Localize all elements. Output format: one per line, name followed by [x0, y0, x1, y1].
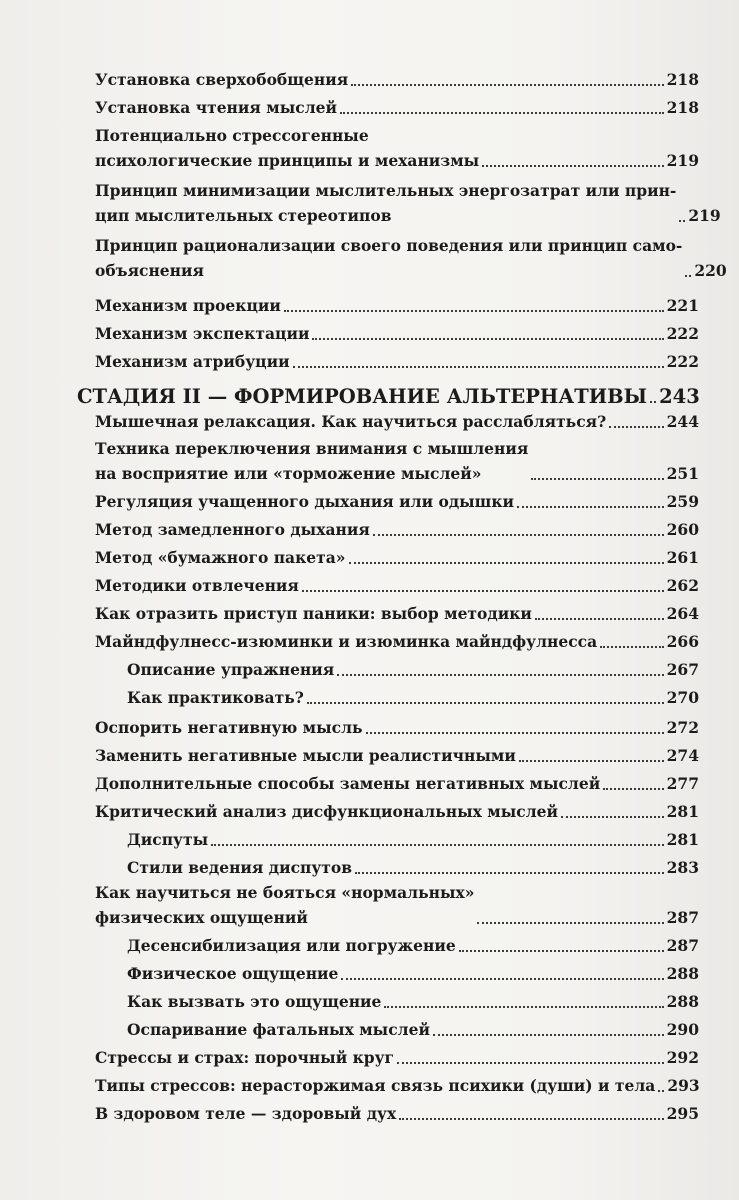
- toc-entry-title-line: Принцип минимизации мыслительных энергозатрат или прин-: [95, 181, 677, 200]
- dot-leader: [519, 760, 664, 762]
- toc-entry-page-number: 251: [666, 464, 699, 483]
- toc-entry-title: [95, 880, 474, 930]
- toc-entry-title: [127, 657, 334, 682]
- toc-entry: [95, 233, 727, 283]
- toc-entry-page-number: 281: [666, 802, 699, 821]
- toc-entry: [95, 743, 699, 768]
- toc-entry-title-line: Принцип рационализации своего поведения или принцип само-: [95, 236, 683, 255]
- dot-leader: [561, 816, 664, 818]
- toc-entry-title-line: Десенсибилизация или погружение: [127, 936, 456, 955]
- dot-leader: [366, 732, 664, 734]
- toc-entry-page-number: 270: [666, 688, 699, 707]
- toc-entry-page-number: 267: [666, 660, 699, 679]
- dot-leader: [685, 275, 691, 277]
- dot-leader: [397, 1062, 664, 1064]
- dot-leader: [373, 534, 664, 536]
- toc-entry-title-line: Установка сверхобобщения: [95, 70, 349, 89]
- toc-entry-page-number: 287: [666, 936, 699, 955]
- toc-entry-title: [95, 67, 348, 92]
- toc-entry: [95, 545, 699, 570]
- dot-leader: [433, 1034, 664, 1036]
- toc-entry-title-line: психологические принципы и механизмы: [95, 151, 480, 170]
- toc-entry-title: [95, 489, 514, 514]
- dot-leader: [535, 618, 664, 620]
- toc-entry: [77, 384, 699, 410]
- toc-entry-title-line: объяснения: [95, 261, 204, 280]
- toc-entry-title: [95, 1073, 655, 1098]
- toc-entry-title-line: Типы стрессов: нерасторжимая связь психики (души) и тела: [95, 1076, 656, 1095]
- toc-entry-title: [95, 293, 281, 318]
- toc-entry: [95, 1045, 699, 1070]
- toc-entry-title: [95, 321, 309, 346]
- dot-leader: [650, 401, 656, 403]
- toc-entry-title: [95, 349, 290, 374]
- toc-entry: [95, 715, 699, 740]
- toc-entry: [95, 629, 699, 654]
- toc-entry: [127, 685, 699, 710]
- toc-entry-title: [77, 384, 647, 410]
- toc-entry-title-line: Заменить негативные мысли реалистичными: [95, 746, 516, 765]
- toc-entry-title: [127, 685, 304, 710]
- toc-entry-page-number: 220: [694, 261, 727, 280]
- toc-entry-title-line: Методики отвлечения: [95, 576, 299, 595]
- toc-entry: [127, 827, 699, 852]
- toc-entry: [95, 880, 699, 930]
- toc-entry-title-line: Оспорить негативную мысль: [95, 718, 363, 737]
- dot-leader: [349, 562, 664, 564]
- dot-leader: [517, 506, 664, 508]
- toc-entry-title: [127, 1017, 430, 1042]
- toc-entry: [95, 349, 699, 374]
- toc-entry-title-line: Описание упражнения: [127, 660, 335, 679]
- toc-entry-title: [95, 123, 479, 173]
- toc-entry-page-number: 274: [666, 746, 699, 765]
- toc-entry: [95, 123, 699, 173]
- toc-entry-title-line: Механизм атрибуции: [95, 352, 290, 371]
- toc-entry-title-line: Потенциально стрессогенные: [95, 126, 369, 145]
- toc-entry-title: [95, 629, 597, 654]
- toc-entry-page-number: 262: [666, 576, 699, 595]
- dot-leader: [351, 84, 663, 86]
- toc-entry-title-line: В здоровом теле — здоровый дух: [95, 1104, 397, 1123]
- toc-entry-page-number: 293: [667, 1076, 700, 1095]
- toc-entry: [95, 1101, 699, 1126]
- toc-entry: [95, 489, 699, 514]
- toc-entry: [95, 95, 699, 120]
- toc-entry-title: [95, 178, 676, 228]
- toc-entry-title: [95, 545, 346, 570]
- toc-entry-title: [95, 715, 363, 740]
- toc-entry-title-line: Как отразить приступ паники: выбор методики: [95, 604, 532, 623]
- toc-entry: [95, 1073, 699, 1098]
- toc-entry-page-number: 281: [666, 830, 699, 849]
- dot-leader: [211, 844, 664, 846]
- toc-entry: [127, 933, 699, 958]
- toc-entry-title: [95, 573, 299, 598]
- toc-entry-title: [95, 1101, 396, 1126]
- toc-entry-title-line: Метод «бумажного пакета»: [95, 548, 346, 567]
- dot-leader: [384, 1006, 663, 1008]
- toc-entry-title: [95, 799, 558, 824]
- toc-entry-page-number: 290: [666, 1020, 699, 1039]
- toc-entry-page-number: 287: [666, 908, 699, 927]
- toc-entry-title: [95, 409, 606, 434]
- toc-entry: [127, 657, 699, 682]
- toc-entry-page-number: 292: [666, 1048, 699, 1067]
- dot-leader: [284, 310, 664, 312]
- toc-entry: [127, 961, 699, 986]
- dot-leader: [531, 478, 663, 480]
- toc-entry-title: [95, 601, 532, 626]
- dot-leader: [609, 426, 663, 428]
- toc-entry-page-number: 259: [666, 492, 699, 511]
- toc-entry-title-line: Метод замедленного дыхания: [95, 520, 370, 539]
- toc-entry-page-number: 244: [666, 412, 699, 431]
- toc-entry-title-line: Оспаривание фатальных мыслей: [127, 1020, 430, 1039]
- toc-entry-title: [127, 827, 208, 852]
- toc-entry-page-number: 222: [666, 352, 699, 371]
- toc-entry-page-number: 283: [666, 858, 699, 877]
- toc-entry-page-number: 219: [688, 206, 721, 225]
- toc-entry-title: [127, 961, 338, 986]
- toc-entry-page-number: 288: [666, 964, 699, 983]
- toc-entry-page-number: 260: [666, 520, 699, 539]
- toc-entry: [95, 409, 699, 434]
- toc-entry-page-number: 221: [666, 296, 699, 315]
- toc-entry-page-number: 243: [659, 385, 700, 408]
- dot-leader: [603, 788, 663, 790]
- toc-entry-title-line: СТАДИЯ II — ФОРМИРОВАНИЕ АЛЬТЕРНАТИВЫ: [77, 385, 648, 408]
- toc-entry-page-number: 295: [666, 1104, 699, 1123]
- toc-entry-title-line: Как вызвать это ощущение: [127, 992, 382, 1011]
- toc-entry: [95, 67, 699, 92]
- toc-entry-title-line: Как практиковать?: [127, 688, 304, 707]
- dot-leader: [302, 590, 664, 592]
- toc-entry: [95, 771, 699, 796]
- toc-entry-title: [95, 233, 682, 283]
- toc-entry-page-number: 277: [666, 774, 699, 793]
- toc-entry-title-line: Техника переключения внимания с мышления: [95, 439, 529, 458]
- dot-leader: [658, 1090, 664, 1092]
- toc-entry: [127, 1017, 699, 1042]
- toc-entry: [95, 178, 721, 228]
- toc-entry-title-line: Механизм экспектации: [95, 324, 310, 343]
- toc-entry-title: [127, 933, 456, 958]
- toc-entry: [127, 855, 699, 880]
- toc-entry-title-line: Физическое ощущение: [127, 964, 339, 983]
- dot-leader: [340, 112, 664, 114]
- toc-entry-title-line: Стрессы и страх: порочный круг: [95, 1048, 395, 1067]
- dot-leader: [312, 338, 663, 340]
- toc-entry: [95, 799, 699, 824]
- toc-entry-title: [95, 1045, 394, 1070]
- toc-entry: [95, 293, 699, 318]
- toc-entry-title-line: Механизм проекции: [95, 296, 281, 315]
- toc-entry-page-number: 264: [666, 604, 699, 623]
- toc-entry-page-number: 222: [666, 324, 699, 343]
- toc-entry-page-number: 288: [666, 992, 699, 1011]
- toc-entry-title: [127, 989, 381, 1014]
- toc-entry: [95, 573, 699, 598]
- dot-leader: [477, 922, 663, 924]
- toc-entry-title-line: Диспуты: [127, 830, 209, 849]
- dot-leader: [679, 220, 685, 222]
- toc-entry-title-line: Мышечная релаксация. Как научиться расслабляться?: [95, 412, 607, 431]
- dot-leader: [307, 702, 664, 704]
- toc-entry-title-line: физических ощущений: [95, 908, 308, 927]
- toc-entry: [127, 989, 699, 1014]
- toc-entry-title: [95, 743, 516, 768]
- toc-entry-title: [95, 771, 600, 796]
- toc-entry-title: [127, 855, 352, 880]
- toc-entry-page-number: 219: [666, 151, 699, 170]
- toc-entry-title: [95, 517, 370, 542]
- toc-entry-page-number: 272: [666, 718, 699, 737]
- toc-entry-title-line: Майндфулнесс-изюминки и изюминка майндфулнесса: [95, 632, 598, 651]
- toc-entry-page-number: 218: [666, 70, 699, 89]
- toc-entry-page-number: 218: [666, 98, 699, 117]
- toc-entry-title-line: Дополнительные способы замены негативных мыслей: [95, 774, 601, 793]
- dot-leader: [600, 646, 664, 648]
- toc-entry-title: [95, 436, 528, 486]
- dot-leader: [459, 950, 664, 952]
- dot-leader: [341, 978, 663, 980]
- toc-entry-title-line: Установка чтения мыслей: [95, 98, 337, 117]
- toc-entry: [95, 517, 699, 542]
- toc-entry-title-line: Регуляция учащенного дыхания или одышки: [95, 492, 515, 511]
- toc-entry-title-line: на восприятие или «торможение мыслей»: [95, 464, 482, 483]
- dot-leader: [337, 674, 663, 676]
- toc-entry: [95, 321, 699, 346]
- toc-entry-title: [95, 95, 337, 120]
- toc-entry-title-line: цип мыслительных стереотипов: [95, 206, 392, 225]
- toc-entry: [95, 601, 699, 626]
- dot-leader: [482, 165, 663, 167]
- toc-entry: [95, 436, 699, 486]
- toc-entry-title-line: Критический анализ дисфункциональных мыслей: [95, 802, 558, 821]
- dot-leader: [355, 872, 664, 874]
- toc-entry-title-line: Стили ведения диспутов: [127, 858, 353, 877]
- toc-entry-title-line: Как научиться не бояться «нормальных»: [95, 883, 475, 902]
- toc-entry-page-number: 261: [666, 548, 699, 567]
- dot-leader: [293, 366, 664, 368]
- dot-leader: [399, 1118, 663, 1120]
- toc-entry-page-number: 266: [666, 632, 699, 651]
